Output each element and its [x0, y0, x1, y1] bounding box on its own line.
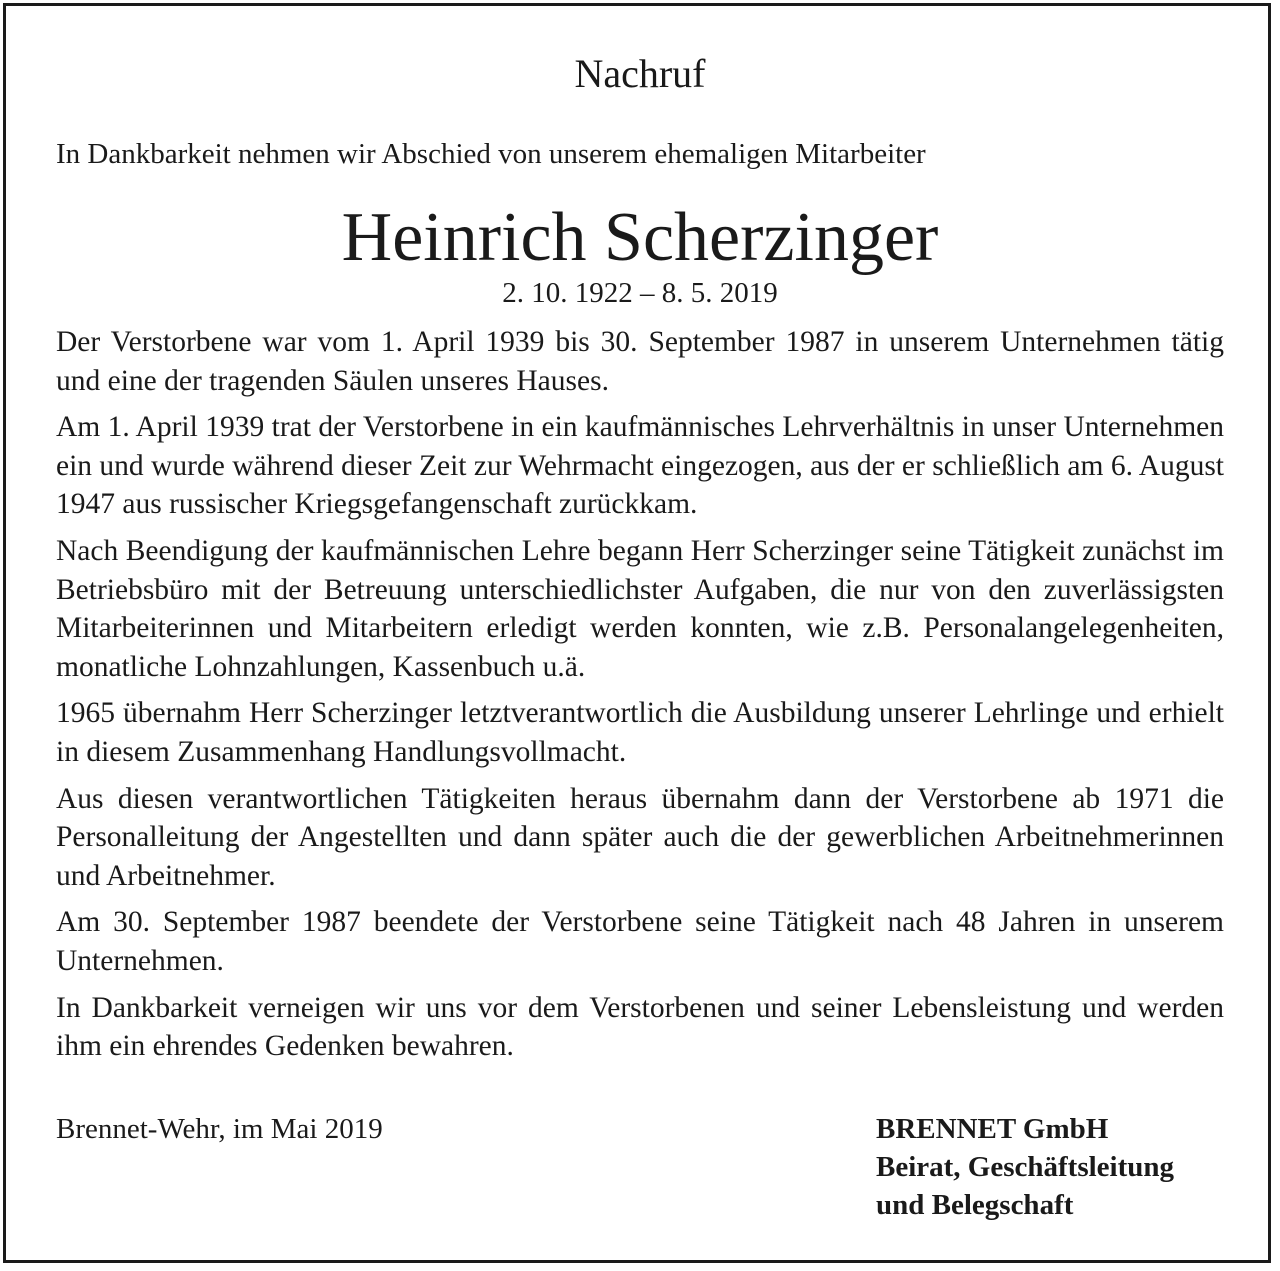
paragraph-7: In Dankbarkeit verneigen wir uns vor dem Verstorbenen und seiner Lebensleistung und werden ihm ein ehrendes Gedenken bewahren. [56, 991, 1224, 1063]
notice-heading: Nachruf [574, 51, 706, 96]
paragraph-5: Aus diesen verantwortlichen Tätigkeiten heraus übernahm dann der Verstorbene ab 1971 die Personalleitung der Angestellten und dann später auch die der gewerblichen Arbeitnehmerinnen und Arbeitnehmer. [56, 782, 1224, 892]
life-dates: 2. 10. 1922 – 8. 5. 2019 [502, 277, 778, 309]
paragraph-4: 1965 übernahm Herr Scherzinger letztverantwortlich die Ausbildung unserer Lehrlinge und erhielt in diesem Zusammenhang Handlungsvollmacht. [56, 697, 1224, 768]
signature-block [876, 1110, 1174, 1224]
deceased-name: Heinrich Scherzinger [341, 199, 939, 276]
paragraph-1: Der Verstorbene war vom 1. April 1939 bis 30. September 1987 in unserem Unternehmen tätig und eine der tragenden Säulen unseres Hauses. [56, 326, 1224, 397]
paragraph-6: Am 30. September 1987 beendete der Verstorbene seine Tätigkeit nach 48 Jahren in unserem Unternehmen. [56, 906, 1224, 977]
signature-company: BRENNET GmbH [876, 1113, 1109, 1145]
paragraph-3: Nach Beendigung der kaufmännischen Lehre begann Herr Scherzinger seine Tätigkeit zunächst im Betriebsbüro mit der Betreuung unterschiedlichster Aufgaben, die nur von den zuverlässigsten Mitarbeiterinnen und Mitarbeitern erledigt werden konnten, wie z.B. Personalangelegenheiten, monatliche Lohnzahlungen, Kassenbuch u.ä. [56, 534, 1224, 683]
signature-line-2: Beirat, Geschäftsleitung [876, 1151, 1175, 1183]
place-and-date: Brennet-Wehr, im Mai 2019 [56, 1113, 383, 1145]
intro-line: In Dankbarkeit nehmen wir Abschied von unserem ehemaligen Mitarbeiter [56, 138, 926, 170]
signature-line-3: und Belegschaft [876, 1189, 1074, 1221]
notice-body [56, 323, 1224, 1074]
paragraph-2: Am 1. April 1939 trat der Verstorbene in ein kaufmännisches Lehrverhältnis in unser Unternehmen ein und wurde während dieser Zeit zur Wehrmacht eingezogen, aus der er schließlich am 6. August 1947 aus russischer Kriegsgefangenschaft zurückkam. [56, 411, 1224, 521]
